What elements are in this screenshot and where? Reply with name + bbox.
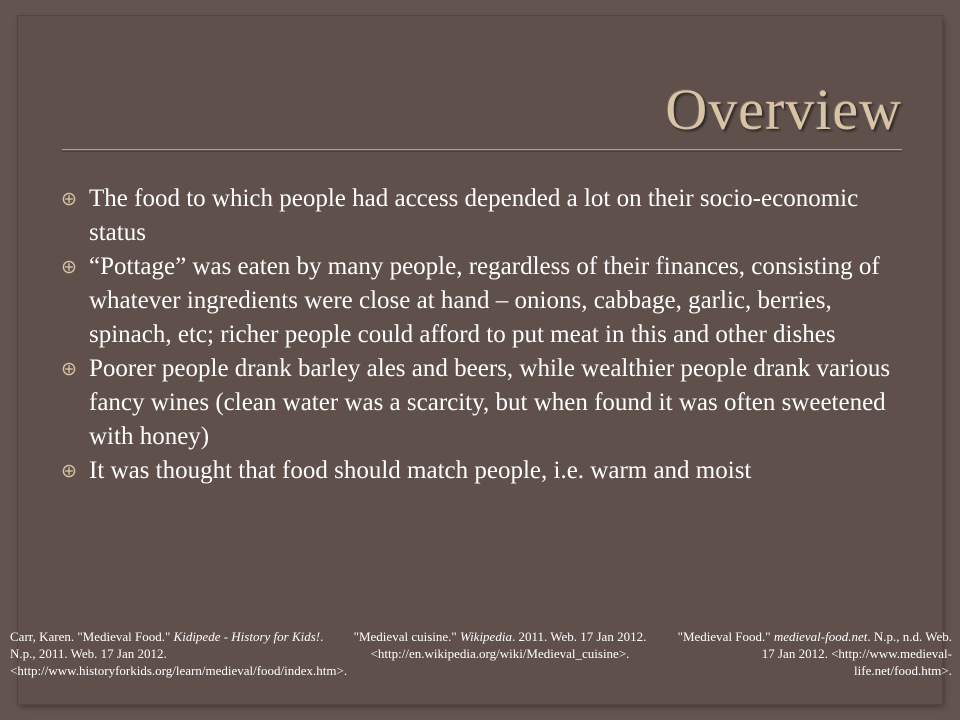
citation-pre: "Medieval cuisine." xyxy=(353,629,460,644)
citation-wikipedia xyxy=(340,628,660,662)
bullet-text: Poorer people drank barley ales and beers, while wealthier people drank various fancy wines (clean water was a scarcity, but when found it was often sweetened with honey) xyxy=(89,355,891,450)
circled-cross-icon xyxy=(62,362,76,376)
citation-source: Kidipede - History for Kids! xyxy=(173,629,321,644)
citation-pre: "Medieval Food." xyxy=(677,629,774,644)
bullet-text: It was thought that food should match people, i.e. warm and moist xyxy=(89,457,752,484)
citation-post: . 2011. Web. 17 Jan 2012. <http://en.wikipedia.org/wiki/Medieval_cuisine>. xyxy=(370,629,647,661)
bullet-item xyxy=(62,454,902,488)
citation-source: Wikipedia xyxy=(459,629,512,644)
title-divider xyxy=(62,149,902,150)
title-divider-shadow xyxy=(62,151,902,152)
circled-cross-icon xyxy=(62,464,76,478)
citation-post: . N.p., n.d. Web. 17 Jan 2012. <http://www.medieval-life.net/food.htm>. xyxy=(761,629,952,678)
citation-medieval-food xyxy=(674,628,952,679)
bullet-list xyxy=(62,182,902,488)
citations xyxy=(10,628,952,700)
bullet-item xyxy=(62,182,902,250)
circled-cross-icon xyxy=(62,260,76,274)
bullet-item xyxy=(62,250,902,352)
citation-post: . N.p., 2011. Web. 17 Jan 2012. <http://www.historyforkids.org/learn/medieval/food/index.htm>. xyxy=(10,629,348,678)
bullet-text: “Pottage” was eaten by many people, regardless of their finances, consisting of whatever ingredients were close at hand – onions, cabbage, garlic, berries, spinach, etc; richer people could afford to put meat in this and other dishes xyxy=(89,253,880,348)
citation-source: medieval-food.net xyxy=(773,629,868,644)
bullet-item xyxy=(62,352,902,454)
slide-title: Overview xyxy=(665,77,902,142)
citation-pre: Carr, Karen. "Medieval Food." xyxy=(10,629,174,644)
bullet-text: The food to which people had access depended a lot on their socio-economic status xyxy=(89,185,859,246)
citation-kidipede xyxy=(10,628,348,679)
circled-cross-icon xyxy=(62,192,76,206)
